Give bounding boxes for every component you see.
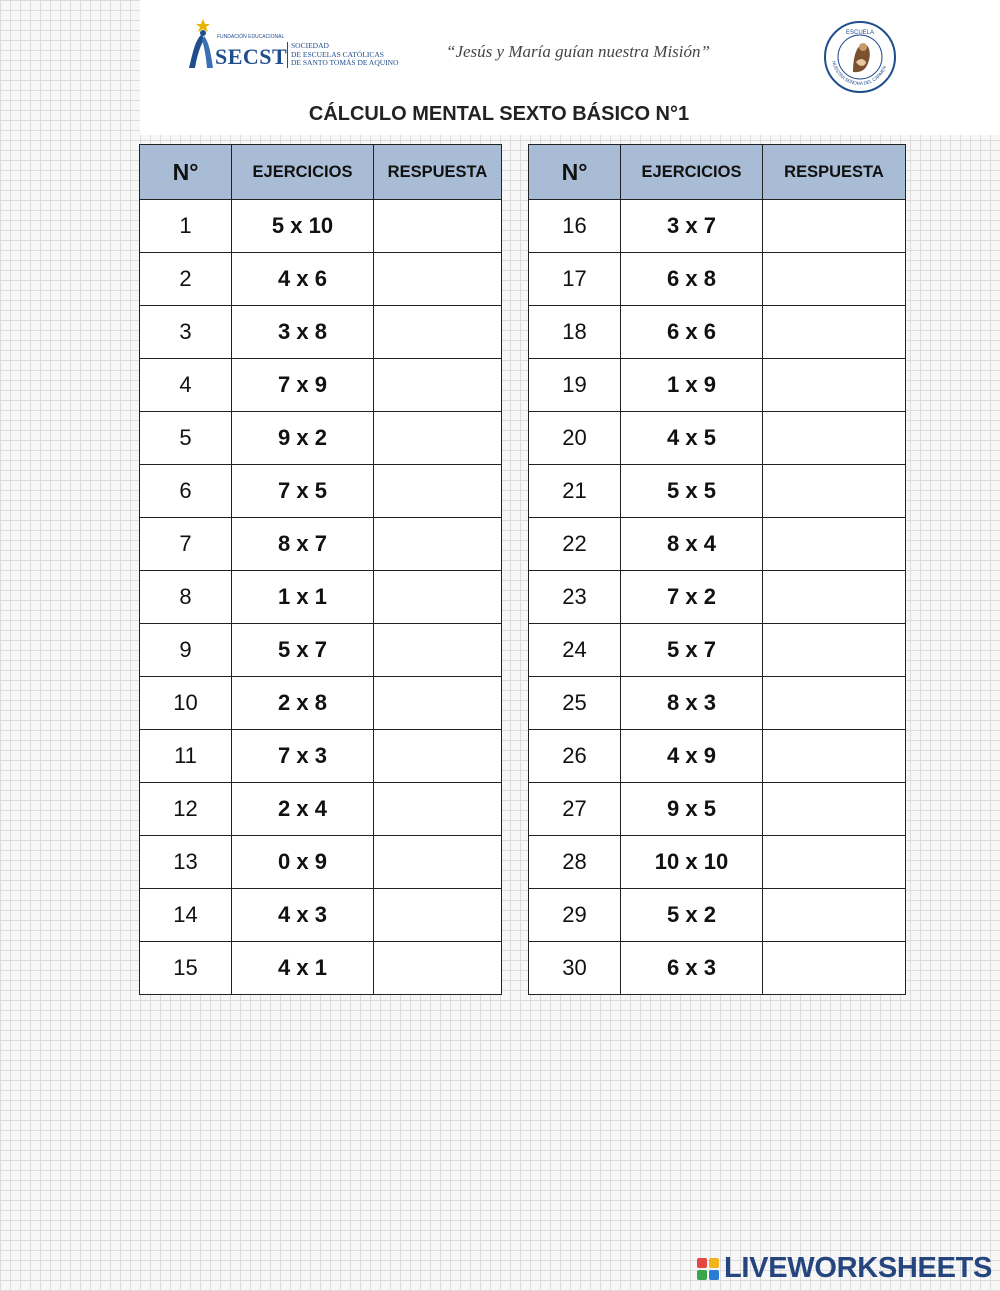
answer-cell[interactable]	[374, 783, 502, 836]
table-row	[140, 624, 502, 677]
exercise-expression: 5 x 7	[621, 624, 763, 677]
table-row	[140, 571, 502, 624]
exercise-expression: 3 x 7	[621, 200, 763, 253]
answer-cell[interactable]	[374, 730, 502, 783]
exercise-number: 17	[529, 253, 621, 306]
answer-cell[interactable]	[763, 412, 906, 465]
table-row	[140, 359, 502, 412]
answer-cell[interactable]	[763, 889, 906, 942]
table-row	[529, 889, 906, 942]
answer-cell[interactable]	[763, 571, 906, 624]
answer-cell[interactable]	[374, 253, 502, 306]
table-row	[529, 624, 906, 677]
liveworksheets-logo-icon	[697, 1258, 721, 1282]
exercise-number: 3	[140, 306, 232, 359]
exercise-number: 5	[140, 412, 232, 465]
exercise-number: 4	[140, 359, 232, 412]
answer-cell[interactable]	[763, 836, 906, 889]
exercise-number: 10	[140, 677, 232, 730]
exercise-expression: 5 x 2	[621, 889, 763, 942]
exercise-number: 26	[529, 730, 621, 783]
table-row	[140, 730, 502, 783]
table-row	[529, 942, 906, 995]
page-title: CÁLCULO MENTAL SEXTO BÁSICO N°1	[308, 103, 690, 125]
table-row	[529, 412, 906, 465]
exercise-number: 19	[529, 359, 621, 412]
exercise-number: 29	[529, 889, 621, 942]
exercise-expression: 7 x 5	[232, 465, 374, 518]
header-exercises: EJERCICIOS	[621, 145, 763, 200]
table-row	[529, 571, 906, 624]
answer-cell[interactable]	[374, 889, 502, 942]
answer-cell[interactable]	[763, 518, 906, 571]
answer-cell[interactable]	[763, 624, 906, 677]
exercise-expression: 8 x 4	[621, 518, 763, 571]
exercise-number: 16	[529, 200, 621, 253]
exercise-expression: 1 x 9	[621, 359, 763, 412]
table-row	[140, 412, 502, 465]
liveworksheets-brand	[697, 1252, 997, 1286]
exercise-expression: 8 x 3	[621, 677, 763, 730]
exercise-table-left	[139, 144, 502, 995]
answer-cell[interactable]	[763, 465, 906, 518]
answer-cell[interactable]	[374, 306, 502, 359]
exercise-expression: 1 x 1	[232, 571, 374, 624]
exercise-expression: 4 x 3	[232, 889, 374, 942]
table-row	[140, 889, 502, 942]
table-row	[140, 253, 502, 306]
table-row	[529, 730, 906, 783]
exercise-expression: 2 x 8	[232, 677, 374, 730]
table-header-row	[140, 145, 502, 200]
seal-top-text: ESCUELA	[845, 30, 875, 36]
table-row	[140, 200, 502, 253]
answer-cell[interactable]	[763, 730, 906, 783]
answer-cell[interactable]	[763, 677, 906, 730]
exercise-number: 20	[529, 412, 621, 465]
exercise-expression: 10 x 10	[621, 836, 763, 889]
secst-logo	[185, 18, 399, 74]
header-answer: RESPUESTA	[374, 145, 502, 200]
exercise-expression: 4 x 5	[621, 412, 763, 465]
header-number: N°	[529, 145, 621, 200]
answer-cell[interactable]	[763, 783, 906, 836]
table-row	[529, 783, 906, 836]
exercise-expression: 4 x 9	[621, 730, 763, 783]
exercise-expression: 8 x 7	[232, 518, 374, 571]
exercise-expression: 5 x 10	[232, 200, 374, 253]
answer-cell[interactable]	[374, 518, 502, 571]
exercise-expression: 4 x 6	[232, 253, 374, 306]
exercise-expression: 7 x 2	[621, 571, 763, 624]
answer-cell[interactable]	[374, 624, 502, 677]
table-row	[529, 200, 906, 253]
table-row	[529, 836, 906, 889]
exercise-expression: 6 x 3	[621, 942, 763, 995]
exercise-number: 2	[140, 253, 232, 306]
exercise-number: 15	[140, 942, 232, 995]
exercise-expression: 2 x 4	[232, 783, 374, 836]
answer-cell[interactable]	[374, 412, 502, 465]
exercise-number: 24	[529, 624, 621, 677]
exercise-number: 18	[529, 306, 621, 359]
table-row	[140, 465, 502, 518]
table-row	[529, 518, 906, 571]
answer-cell[interactable]	[374, 571, 502, 624]
madonna-seal-icon	[823, 20, 897, 94]
answer-cell[interactable]	[763, 306, 906, 359]
school-motto: “Jesús y María guían nuestra Misión”	[446, 42, 710, 61]
logo-society-line: DE ESCUELAS CATÓLICAS	[291, 49, 384, 59]
exercise-number: 12	[140, 783, 232, 836]
exercise-expression: 9 x 5	[621, 783, 763, 836]
logo-society-line: SOCIEDAD	[291, 41, 329, 50]
exercise-number: 28	[529, 836, 621, 889]
exercise-expression: 6 x 8	[621, 253, 763, 306]
exercise-expression: 9 x 2	[232, 412, 374, 465]
table-row	[140, 836, 502, 889]
exercise-expression: 3 x 8	[232, 306, 374, 359]
table-row	[529, 253, 906, 306]
table-row	[140, 306, 502, 359]
logo-society-text	[287, 42, 399, 68]
table-row	[529, 359, 906, 412]
star-figure-icon	[185, 18, 217, 70]
answer-cell[interactable]	[763, 359, 906, 412]
answer-cell[interactable]	[763, 942, 906, 995]
table-row	[529, 677, 906, 730]
answer-cell[interactable]	[374, 465, 502, 518]
answer-cell[interactable]	[374, 942, 502, 995]
exercise-number: 13	[140, 836, 232, 889]
exercise-number: 25	[529, 677, 621, 730]
table-row	[140, 783, 502, 836]
answer-cell[interactable]	[374, 836, 502, 889]
table-header-row	[529, 145, 906, 200]
exercise-number: 7	[140, 518, 232, 571]
exercise-expression: 5 x 5	[621, 465, 763, 518]
exercise-number: 27	[529, 783, 621, 836]
answer-cell[interactable]	[374, 677, 502, 730]
table-row	[140, 677, 502, 730]
logo-society-line: DE SANTO TOMÁS DE AQUINO	[291, 58, 399, 67]
table-row	[140, 518, 502, 571]
exercise-number: 30	[529, 942, 621, 995]
liveworksheets-wordmark: LIVEWORKSHEETS	[724, 1252, 993, 1284]
exercise-expression: 0 x 9	[232, 836, 374, 889]
logo-foundation-text: FUNDACIÓN EDUCACIONAL	[217, 34, 285, 40]
logo-wordmark: SECST	[215, 44, 288, 69]
exercise-expression: 7 x 3	[232, 730, 374, 783]
exercise-number: 21	[529, 465, 621, 518]
exercise-number: 22	[529, 518, 621, 571]
answer-cell[interactable]	[374, 359, 502, 412]
exercise-number: 14	[140, 889, 232, 942]
exercise-number: 6	[140, 465, 232, 518]
exercise-expression: 5 x 7	[232, 624, 374, 677]
exercise-number: 1	[140, 200, 232, 253]
table-row	[529, 306, 906, 359]
exercise-number: 8	[140, 571, 232, 624]
exercise-number: 11	[140, 730, 232, 783]
exercise-table-right	[528, 144, 906, 995]
exercise-expression: 6 x 6	[621, 306, 763, 359]
exercise-expression: 7 x 9	[232, 359, 374, 412]
header-exercises: EJERCICIOS	[232, 145, 374, 200]
answer-cell[interactable]	[763, 200, 906, 253]
exercise-number: 23	[529, 571, 621, 624]
exercise-expression: 4 x 1	[232, 942, 374, 995]
table-row	[140, 942, 502, 995]
seal-ring-text: NUESTRA SEÑORA DEL CARMEN	[831, 60, 888, 87]
answer-cell[interactable]	[374, 200, 502, 253]
header-answer: RESPUESTA	[763, 145, 906, 200]
answer-cell[interactable]	[763, 253, 906, 306]
header-number: N°	[140, 145, 232, 200]
table-row	[529, 465, 906, 518]
exercise-number: 9	[140, 624, 232, 677]
